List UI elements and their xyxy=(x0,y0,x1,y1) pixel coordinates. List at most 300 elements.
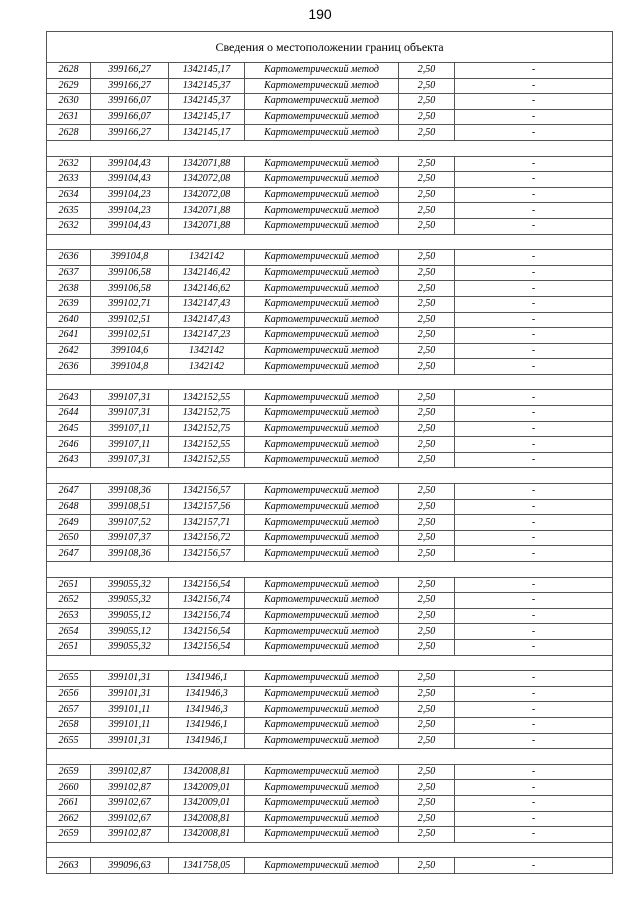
table-row xyxy=(47,343,613,359)
table-row xyxy=(47,515,613,531)
method-cell: Картометрический метод xyxy=(245,203,399,219)
method-cell: Картометрический метод xyxy=(245,63,399,79)
table-row xyxy=(47,827,613,843)
table-row xyxy=(47,671,613,687)
page-number: 190 xyxy=(308,6,332,22)
point-number-cell: 2631 xyxy=(47,109,91,125)
y-coordinate-cell: 1342156,74 xyxy=(169,608,245,624)
group-separator-cell xyxy=(47,468,613,484)
method-cell: Картометрический метод xyxy=(245,312,399,328)
point-number-cell: 2642 xyxy=(47,343,91,359)
accuracy-cell: 2,50 xyxy=(399,78,455,94)
method-cell: Картометрический метод xyxy=(245,811,399,827)
x-coordinate-cell: 399101,31 xyxy=(91,733,169,749)
point-number-cell: 2629 xyxy=(47,78,91,94)
x-coordinate-cell: 399101,11 xyxy=(91,717,169,733)
x-coordinate-cell: 399166,07 xyxy=(91,94,169,110)
point-number-cell: 2636 xyxy=(47,359,91,375)
table-row xyxy=(47,203,613,219)
method-cell: Картометрический метод xyxy=(245,343,399,359)
y-coordinate-cell: 1342008,81 xyxy=(169,827,245,843)
x-coordinate-cell: 399104,43 xyxy=(91,156,169,172)
accuracy-cell: 2,50 xyxy=(399,359,455,375)
y-coordinate-cell: 1342156,57 xyxy=(169,484,245,500)
group-separator-cell xyxy=(47,374,613,390)
description-cell: - xyxy=(455,702,613,718)
x-coordinate-cell: 399055,12 xyxy=(91,624,169,640)
method-cell: Картометрический метод xyxy=(245,406,399,422)
method-cell: Картометрический метод xyxy=(245,421,399,437)
method-cell: Картометрический метод xyxy=(245,593,399,609)
point-number-cell: 2638 xyxy=(47,281,91,297)
point-number-cell: 2657 xyxy=(47,702,91,718)
y-coordinate-cell: 1342146,62 xyxy=(169,281,245,297)
point-number-cell: 2632 xyxy=(47,218,91,234)
y-coordinate-cell: 1342145,17 xyxy=(169,125,245,141)
description-cell: - xyxy=(455,608,613,624)
description-cell: - xyxy=(455,780,613,796)
table-row xyxy=(47,577,613,593)
x-coordinate-cell: 399107,31 xyxy=(91,390,169,406)
y-coordinate-cell: 1342157,71 xyxy=(169,515,245,531)
accuracy-cell: 2,50 xyxy=(399,795,455,811)
table-row xyxy=(47,437,613,453)
description-cell: - xyxy=(455,328,613,344)
method-cell: Картометрический метод xyxy=(245,187,399,203)
y-coordinate-cell: 1341946,1 xyxy=(169,717,245,733)
description-cell: - xyxy=(455,764,613,780)
point-number-cell: 2641 xyxy=(47,328,91,344)
point-number-cell: 2633 xyxy=(47,172,91,188)
table-row xyxy=(47,265,613,281)
accuracy-cell: 2,50 xyxy=(399,593,455,609)
point-number-cell: 2643 xyxy=(47,390,91,406)
x-coordinate-cell: 399104,23 xyxy=(91,187,169,203)
table-row xyxy=(47,717,613,733)
method-cell: Картометрический метод xyxy=(245,671,399,687)
accuracy-cell: 2,50 xyxy=(399,546,455,562)
method-cell: Картометрический метод xyxy=(245,515,399,531)
description-cell: - xyxy=(455,452,613,468)
table-row xyxy=(47,250,613,266)
point-number-cell: 2643 xyxy=(47,452,91,468)
table-row xyxy=(47,406,613,422)
group-separator-cell xyxy=(47,562,613,578)
table-row xyxy=(47,811,613,827)
accuracy-cell: 2,50 xyxy=(399,203,455,219)
description-cell: - xyxy=(455,795,613,811)
table-row xyxy=(47,530,613,546)
table-row xyxy=(47,78,613,94)
point-number-cell: 2663 xyxy=(47,858,91,874)
point-number-cell: 2659 xyxy=(47,764,91,780)
x-coordinate-cell: 399101,31 xyxy=(91,686,169,702)
accuracy-cell: 2,50 xyxy=(399,63,455,79)
accuracy-cell: 2,50 xyxy=(399,811,455,827)
table-row xyxy=(47,281,613,297)
accuracy-cell: 2,50 xyxy=(399,780,455,796)
method-cell: Картометрический метод xyxy=(245,359,399,375)
x-coordinate-cell: 399055,32 xyxy=(91,593,169,609)
y-coordinate-cell: 1342009,01 xyxy=(169,795,245,811)
table-row xyxy=(47,296,613,312)
method-cell: Картометрический метод xyxy=(245,156,399,172)
table-row xyxy=(47,639,613,655)
table-row xyxy=(47,733,613,749)
x-coordinate-cell: 399102,87 xyxy=(91,764,169,780)
accuracy-cell: 2,50 xyxy=(399,156,455,172)
group-separator-cell xyxy=(47,842,613,858)
table-row xyxy=(47,795,613,811)
x-coordinate-cell: 399166,27 xyxy=(91,78,169,94)
group-separator-row xyxy=(47,468,613,484)
point-number-cell: 2636 xyxy=(47,250,91,266)
description-cell: - xyxy=(455,359,613,375)
description-cell: - xyxy=(455,218,613,234)
accuracy-cell: 2,50 xyxy=(399,702,455,718)
accuracy-cell: 2,50 xyxy=(399,717,455,733)
accuracy-cell: 2,50 xyxy=(399,421,455,437)
description-cell: - xyxy=(455,187,613,203)
y-coordinate-cell: 1342152,55 xyxy=(169,452,245,468)
point-number-cell: 2662 xyxy=(47,811,91,827)
description-cell: - xyxy=(455,827,613,843)
y-coordinate-cell: 1342008,81 xyxy=(169,764,245,780)
group-separator-cell xyxy=(47,749,613,765)
method-cell: Картометрический метод xyxy=(245,686,399,702)
table-row xyxy=(47,780,613,796)
description-cell: - xyxy=(455,312,613,328)
y-coordinate-cell: 1341946,3 xyxy=(169,702,245,718)
boundary-coordinates-table xyxy=(46,31,613,874)
method-cell: Картометрический метод xyxy=(245,764,399,780)
y-coordinate-cell: 1342147,43 xyxy=(169,312,245,328)
accuracy-cell: 2,50 xyxy=(399,733,455,749)
table-row xyxy=(47,484,613,500)
table-row xyxy=(47,421,613,437)
y-coordinate-cell: 1342142 xyxy=(169,359,245,375)
y-coordinate-cell: 1341946,3 xyxy=(169,686,245,702)
point-number-cell: 2660 xyxy=(47,780,91,796)
x-coordinate-cell: 399096,63 xyxy=(91,858,169,874)
y-coordinate-cell: 1342071,88 xyxy=(169,156,245,172)
point-number-cell: 2651 xyxy=(47,639,91,655)
y-coordinate-cell: 1341758,05 xyxy=(169,858,245,874)
y-coordinate-cell: 1342142 xyxy=(169,250,245,266)
description-cell: - xyxy=(455,390,613,406)
group-separator-cell xyxy=(47,140,613,156)
y-coordinate-cell: 1342147,23 xyxy=(169,328,245,344)
description-cell: - xyxy=(455,343,613,359)
point-number-cell: 2647 xyxy=(47,484,91,500)
x-coordinate-cell: 399106,58 xyxy=(91,265,169,281)
x-coordinate-cell: 399102,87 xyxy=(91,827,169,843)
table-row xyxy=(47,593,613,609)
description-cell: - xyxy=(455,281,613,297)
y-coordinate-cell: 1342152,75 xyxy=(169,421,245,437)
table-row xyxy=(47,764,613,780)
method-cell: Картометрический метод xyxy=(245,109,399,125)
x-coordinate-cell: 399104,43 xyxy=(91,218,169,234)
x-coordinate-cell: 399108,36 xyxy=(91,546,169,562)
method-cell: Картометрический метод xyxy=(245,437,399,453)
accuracy-cell: 2,50 xyxy=(399,125,455,141)
group-separator-row xyxy=(47,140,613,156)
method-cell: Картометрический метод xyxy=(245,499,399,515)
point-number-cell: 2656 xyxy=(47,686,91,702)
x-coordinate-cell: 399107,52 xyxy=(91,515,169,531)
method-cell: Картометрический метод xyxy=(245,452,399,468)
description-cell: - xyxy=(455,717,613,733)
accuracy-cell: 2,50 xyxy=(399,218,455,234)
group-separator-row xyxy=(47,842,613,858)
group-separator-row xyxy=(47,749,613,765)
y-coordinate-cell: 1342146,42 xyxy=(169,265,245,281)
table-row xyxy=(47,624,613,640)
x-coordinate-cell: 399102,67 xyxy=(91,811,169,827)
accuracy-cell: 2,50 xyxy=(399,764,455,780)
method-cell: Картометрический метод xyxy=(245,172,399,188)
method-cell: Картометрический метод xyxy=(245,530,399,546)
description-cell: - xyxy=(455,109,613,125)
table-row xyxy=(47,686,613,702)
group-separator-row xyxy=(47,234,613,250)
point-number-cell: 2653 xyxy=(47,608,91,624)
x-coordinate-cell: 399166,27 xyxy=(91,125,169,141)
x-coordinate-cell: 399108,36 xyxy=(91,484,169,500)
point-number-cell: 2644 xyxy=(47,406,91,422)
x-coordinate-cell: 399166,27 xyxy=(91,63,169,79)
x-coordinate-cell: 399102,67 xyxy=(91,795,169,811)
y-coordinate-cell: 1342157,56 xyxy=(169,499,245,515)
accuracy-cell: 2,50 xyxy=(399,406,455,422)
method-cell: Картометрический метод xyxy=(245,546,399,562)
point-number-cell: 2650 xyxy=(47,530,91,546)
method-cell: Картометрический метод xyxy=(245,125,399,141)
description-cell: - xyxy=(455,265,613,281)
y-coordinate-cell: 1342152,55 xyxy=(169,390,245,406)
y-coordinate-cell: 1342156,54 xyxy=(169,639,245,655)
table-row xyxy=(47,63,613,79)
description-cell: - xyxy=(455,686,613,702)
x-coordinate-cell: 399102,71 xyxy=(91,296,169,312)
y-coordinate-cell: 1342072,08 xyxy=(169,172,245,188)
y-coordinate-cell: 1341946,1 xyxy=(169,671,245,687)
description-cell: - xyxy=(455,624,613,640)
x-coordinate-cell: 399102,87 xyxy=(91,780,169,796)
x-coordinate-cell: 399104,8 xyxy=(91,250,169,266)
description-cell: - xyxy=(455,94,613,110)
accuracy-cell: 2,50 xyxy=(399,281,455,297)
x-coordinate-cell: 399107,31 xyxy=(91,406,169,422)
table-row xyxy=(47,390,613,406)
x-coordinate-cell: 399166,07 xyxy=(91,109,169,125)
y-coordinate-cell: 1342145,17 xyxy=(169,109,245,125)
y-coordinate-cell: 1342145,37 xyxy=(169,78,245,94)
group-separator-row xyxy=(47,655,613,671)
point-number-cell: 2635 xyxy=(47,203,91,219)
accuracy-cell: 2,50 xyxy=(399,437,455,453)
x-coordinate-cell: 399108,51 xyxy=(91,499,169,515)
table-row xyxy=(47,328,613,344)
accuracy-cell: 2,50 xyxy=(399,312,455,328)
method-cell: Картометрический метод xyxy=(245,795,399,811)
x-coordinate-cell: 399101,11 xyxy=(91,702,169,718)
description-cell: - xyxy=(455,733,613,749)
description-cell: - xyxy=(455,406,613,422)
description-cell: - xyxy=(455,546,613,562)
method-cell: Картометрический метод xyxy=(245,281,399,297)
x-coordinate-cell: 399107,11 xyxy=(91,421,169,437)
point-number-cell: 2658 xyxy=(47,717,91,733)
y-coordinate-cell: 1342152,55 xyxy=(169,437,245,453)
description-cell: - xyxy=(455,811,613,827)
description-cell: - xyxy=(455,593,613,609)
accuracy-cell: 2,50 xyxy=(399,577,455,593)
table-header-row xyxy=(47,32,613,63)
table-row xyxy=(47,608,613,624)
point-number-cell: 2661 xyxy=(47,795,91,811)
method-cell: Картометрический метод xyxy=(245,827,399,843)
method-cell: Картометрический метод xyxy=(245,265,399,281)
table-row xyxy=(47,156,613,172)
method-cell: Картометрический метод xyxy=(245,717,399,733)
accuracy-cell: 2,50 xyxy=(399,624,455,640)
method-cell: Картометрический метод xyxy=(245,702,399,718)
x-coordinate-cell: 399106,58 xyxy=(91,281,169,297)
y-coordinate-cell: 1342156,57 xyxy=(169,546,245,562)
x-coordinate-cell: 399102,51 xyxy=(91,312,169,328)
accuracy-cell: 2,50 xyxy=(399,172,455,188)
description-cell: - xyxy=(455,63,613,79)
x-coordinate-cell: 399104,23 xyxy=(91,203,169,219)
table-row xyxy=(47,109,613,125)
point-number-cell: 2637 xyxy=(47,265,91,281)
point-number-cell: 2655 xyxy=(47,671,91,687)
method-cell: Картометрический метод xyxy=(245,780,399,796)
description-cell: - xyxy=(455,125,613,141)
method-cell: Картометрический метод xyxy=(245,328,399,344)
description-cell: - xyxy=(455,671,613,687)
x-coordinate-cell: 399107,11 xyxy=(91,437,169,453)
y-coordinate-cell: 1342145,37 xyxy=(169,94,245,110)
accuracy-cell: 2,50 xyxy=(399,109,455,125)
table-row xyxy=(47,546,613,562)
point-number-cell: 2630 xyxy=(47,94,91,110)
accuracy-cell: 2,50 xyxy=(399,686,455,702)
x-coordinate-cell: 399055,32 xyxy=(91,639,169,655)
point-number-cell: 2654 xyxy=(47,624,91,640)
y-coordinate-cell: 1342156,54 xyxy=(169,577,245,593)
point-number-cell: 2659 xyxy=(47,827,91,843)
point-number-cell: 2640 xyxy=(47,312,91,328)
point-number-cell: 2639 xyxy=(47,296,91,312)
y-coordinate-cell: 1342152,75 xyxy=(169,406,245,422)
y-coordinate-cell: 1341946,1 xyxy=(169,733,245,749)
description-cell: - xyxy=(455,499,613,515)
description-cell: - xyxy=(455,78,613,94)
x-coordinate-cell: 399104,8 xyxy=(91,359,169,375)
method-cell: Картометрический метод xyxy=(245,390,399,406)
group-separator-cell xyxy=(47,234,613,250)
accuracy-cell: 2,50 xyxy=(399,827,455,843)
point-number-cell: 2648 xyxy=(47,499,91,515)
table-row xyxy=(47,702,613,718)
x-coordinate-cell: 399107,31 xyxy=(91,452,169,468)
y-coordinate-cell: 1342008,81 xyxy=(169,811,245,827)
accuracy-cell: 2,50 xyxy=(399,328,455,344)
accuracy-cell: 2,50 xyxy=(399,484,455,500)
x-coordinate-cell: 399101,31 xyxy=(91,671,169,687)
y-coordinate-cell: 1342147,43 xyxy=(169,296,245,312)
description-cell: - xyxy=(455,484,613,500)
point-number-cell: 2645 xyxy=(47,421,91,437)
description-cell: - xyxy=(455,515,613,531)
method-cell: Картометрический метод xyxy=(245,608,399,624)
description-cell: - xyxy=(455,203,613,219)
accuracy-cell: 2,50 xyxy=(399,639,455,655)
accuracy-cell: 2,50 xyxy=(399,499,455,515)
method-cell: Картометрический метод xyxy=(245,296,399,312)
accuracy-cell: 2,50 xyxy=(399,265,455,281)
y-coordinate-cell: 1342071,88 xyxy=(169,203,245,219)
description-cell: - xyxy=(455,156,613,172)
accuracy-cell: 2,50 xyxy=(399,94,455,110)
method-cell: Картометрический метод xyxy=(245,624,399,640)
accuracy-cell: 2,50 xyxy=(399,608,455,624)
method-cell: Картометрический метод xyxy=(245,577,399,593)
description-cell: - xyxy=(455,530,613,546)
point-number-cell: 2649 xyxy=(47,515,91,531)
x-coordinate-cell: 399055,32 xyxy=(91,577,169,593)
y-coordinate-cell: 1342071,88 xyxy=(169,218,245,234)
point-number-cell: 2628 xyxy=(47,63,91,79)
description-cell: - xyxy=(455,250,613,266)
description-cell: - xyxy=(455,577,613,593)
table-row xyxy=(47,187,613,203)
description-cell: - xyxy=(455,172,613,188)
point-number-cell: 2628 xyxy=(47,125,91,141)
accuracy-cell: 2,50 xyxy=(399,390,455,406)
y-coordinate-cell: 1342156,74 xyxy=(169,593,245,609)
accuracy-cell: 2,50 xyxy=(399,452,455,468)
description-cell: - xyxy=(455,639,613,655)
y-coordinate-cell: 1342009,01 xyxy=(169,780,245,796)
y-coordinate-cell: 1342156,72 xyxy=(169,530,245,546)
x-coordinate-cell: 399107,37 xyxy=(91,530,169,546)
point-number-cell: 2655 xyxy=(47,733,91,749)
point-number-cell: 2634 xyxy=(47,187,91,203)
table-row xyxy=(47,858,613,874)
group-separator-row xyxy=(47,374,613,390)
table-row xyxy=(47,452,613,468)
description-cell: - xyxy=(455,296,613,312)
table-row xyxy=(47,359,613,375)
table-title: Сведения о местоположении границ объекта xyxy=(47,32,613,63)
x-coordinate-cell: 399104,6 xyxy=(91,343,169,359)
accuracy-cell: 2,50 xyxy=(399,250,455,266)
method-cell: Картометрический метод xyxy=(245,250,399,266)
group-separator-row xyxy=(47,562,613,578)
accuracy-cell: 2,50 xyxy=(399,530,455,546)
point-number-cell: 2647 xyxy=(47,546,91,562)
point-number-cell: 2651 xyxy=(47,577,91,593)
method-cell: Картометрический метод xyxy=(245,733,399,749)
method-cell: Картометрический метод xyxy=(245,94,399,110)
accuracy-cell: 2,50 xyxy=(399,187,455,203)
point-number-cell: 2632 xyxy=(47,156,91,172)
table-row xyxy=(47,312,613,328)
